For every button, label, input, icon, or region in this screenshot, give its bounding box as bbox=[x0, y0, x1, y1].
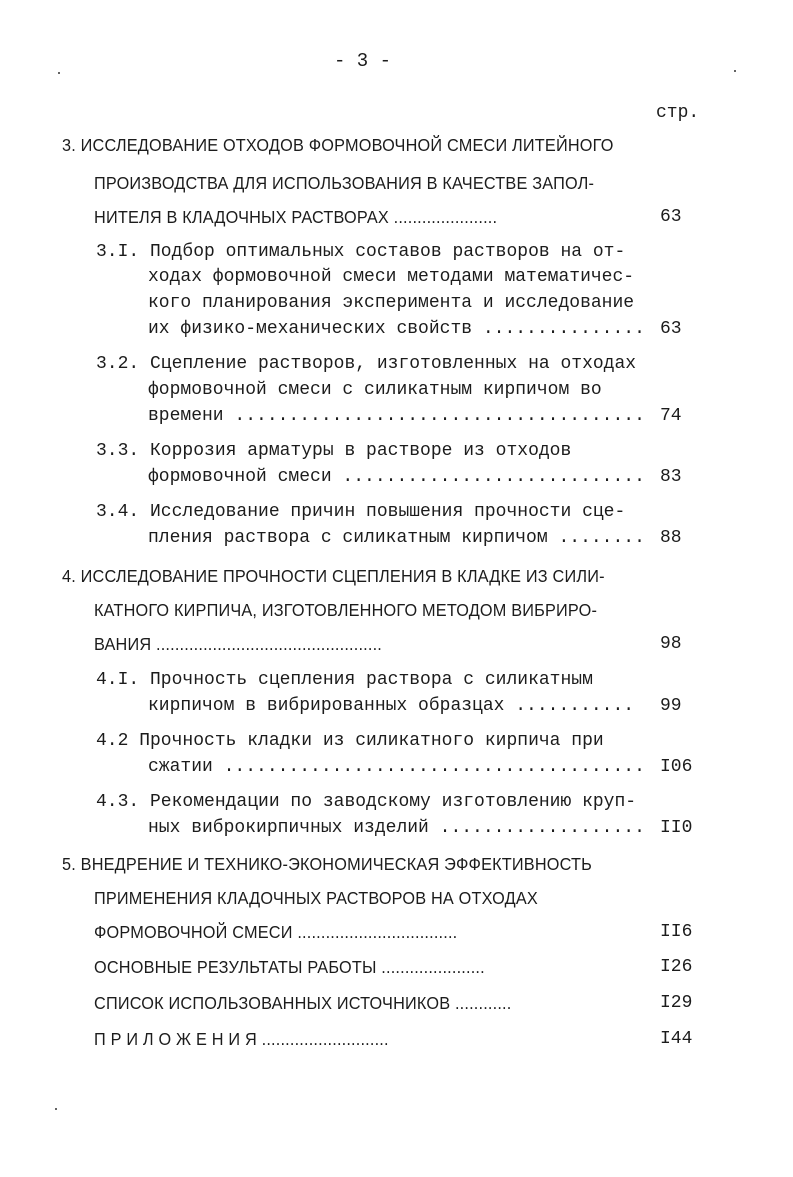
toc-entry-text: П Р И Л О Ж Е Н И Я ........................... bbox=[94, 1029, 389, 1049]
toc-entry-text: времени ...................................... bbox=[148, 406, 645, 426]
toc-entry-text: 3. ИССЛЕДОВАНИЕ ОТХОДОВ ФОРМОВОЧНОЙ СМЕСИ ЛИТЕЙНОГО bbox=[62, 135, 614, 155]
toc-page-number: II0 bbox=[660, 818, 693, 838]
toc-page-number: I06 bbox=[660, 757, 693, 777]
page-column-label: стр. bbox=[656, 103, 700, 123]
toc-page-number: I29 bbox=[660, 993, 693, 1013]
toc-entry-text: 3.4. Исследование причин повышения прочности сце- bbox=[96, 502, 626, 522]
toc-entry-text: их физико-механических свойств ............... bbox=[148, 319, 645, 339]
toc-entry-text: ных виброкирпичных изделий ................... bbox=[148, 818, 645, 838]
scan-speck bbox=[734, 70, 736, 72]
toc-page-number: 63 bbox=[660, 207, 682, 227]
toc-page-number: I26 bbox=[660, 957, 693, 977]
toc-entry-text: 4.2 Прочность кладки из силикатного кирпича при bbox=[96, 731, 604, 751]
toc-entry-text: 4.3. Рекомендации по заводскому изготовлению круп- bbox=[96, 792, 637, 812]
toc-entry-text: ПРОИЗВОДСТВА ДЛЯ ИСПОЛЬЗОВАНИЯ В КАЧЕСТВЕ ЗАПОЛ- bbox=[94, 173, 595, 193]
toc-entry-text: 3.I. Подбор оптимальных составов растворов на от- bbox=[96, 242, 626, 262]
toc-entry-text: 4.I. Прочность сцепления раствора с силикатным bbox=[96, 670, 593, 690]
toc-entry-text: 5. ВНЕДРЕНИЕ И ТЕХНИКО-ЭКОНОМИЧЕСКАЯ ЭФФЕКТИВНОСТЬ bbox=[62, 854, 593, 874]
toc-entry-text: 3.2. Сцепление растворов, изготовленных на отходах bbox=[96, 354, 637, 374]
toc-entry-text: 4. ИССЛЕДОВАНИЕ ПРОЧНОСТИ СЦЕПЛЕНИЯ В КЛАДКЕ ИЗ СИЛИ- bbox=[62, 566, 605, 586]
toc-page-number: 98 bbox=[660, 634, 682, 654]
toc-entry-text: 3.3. Коррозия арматуры в растворе из отходов bbox=[96, 441, 572, 461]
toc-page-number: 83 bbox=[660, 467, 682, 487]
toc-entry-text: СПИСОК ИСПОЛЬЗОВАННЫХ ИСТОЧНИКОВ ............ bbox=[94, 993, 512, 1013]
toc-page-number: II6 bbox=[660, 922, 693, 942]
toc-entry-text: пления раствора с силикатным кирпичом ........ bbox=[148, 528, 645, 548]
toc-page-number: I44 bbox=[660, 1029, 693, 1049]
page-number: - 3 - bbox=[334, 50, 392, 72]
toc-page-number: 88 bbox=[660, 528, 682, 548]
toc-page-number: 74 bbox=[660, 406, 682, 426]
toc-entry-text: КАТНОГО КИРПИЧА, ИЗГОТОВЛЕННОГО МЕТОДОМ ВИБРИРО- bbox=[94, 600, 598, 620]
toc-entry-text: формовочной смеси с силикатным кирпичом во bbox=[148, 380, 602, 400]
toc-entry-text: ФОРМОВОЧНОЙ СМЕСИ .................................. bbox=[94, 922, 458, 942]
toc-entry-text: кого планирования эксперимента и исследование bbox=[148, 293, 635, 313]
scan-speck bbox=[58, 72, 60, 74]
toc-entry-text: сжатии ....................................... bbox=[148, 757, 645, 777]
toc-page-number: 63 bbox=[660, 319, 682, 339]
toc-entry-text: формовочной смеси ............................ bbox=[148, 467, 645, 487]
toc-entry-text: кирпичом в вибрированных образцах ........... bbox=[148, 696, 635, 716]
toc-entry-text: ПРИМЕНЕНИЯ КЛАДОЧНЫХ РАСТВОРОВ НА ОТХОДАХ bbox=[94, 888, 538, 908]
toc-entry-text: ОСНОВНЫЕ РЕЗУЛЬТАТЫ РАБОТЫ ...................... bbox=[94, 957, 485, 977]
toc-entry-text: ВАНИЯ ................................................ bbox=[94, 634, 382, 654]
toc-entry-text: ходах формовочной смеси методами математичес- bbox=[148, 267, 635, 287]
toc-page-number: 99 bbox=[660, 696, 682, 716]
toc-entry-text: НИТЕЛЯ В КЛАДОЧНЫХ РАСТВОРАХ ...................... bbox=[94, 207, 498, 227]
scan-speck bbox=[55, 1108, 57, 1110]
